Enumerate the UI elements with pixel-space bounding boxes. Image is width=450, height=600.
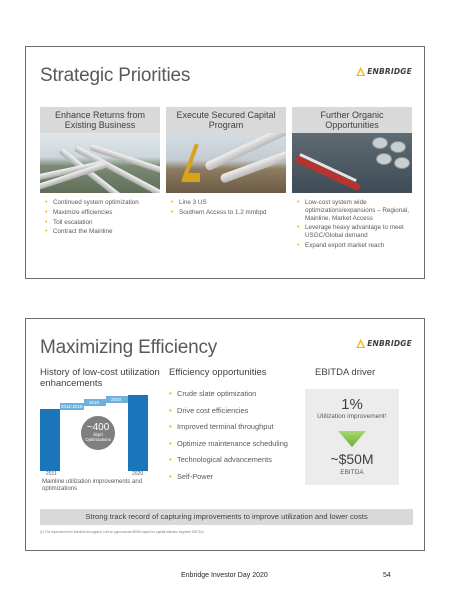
enbridge-logo: ENBRIDGE	[356, 67, 412, 76]
column-header: Further Organic Opportunities	[292, 107, 412, 133]
bullet-item: • Toll escalation	[45, 219, 160, 227]
column-header: Execute Secured Capital Program	[166, 107, 286, 133]
export-terminal-photo	[292, 133, 412, 193]
bullet-item: • Expand export market reach	[297, 242, 412, 250]
x-axis-start: 2011	[46, 471, 57, 477]
slide-title: Strategic Priorities	[40, 65, 191, 86]
bullet-item: • Contract the Mainline	[45, 228, 160, 236]
bullet-item: • Southern Access to 1.2 mmbpd	[171, 209, 286, 217]
slide-title: Maximizing Efficiency	[40, 337, 218, 358]
optimization-bubble: ~400 kbpd Optimizations	[80, 415, 116, 451]
list-item: • Self-Power	[169, 472, 288, 481]
column-bullets	[166, 199, 286, 217]
ebitda-label: EBITDA	[340, 469, 364, 476]
column-bullets	[40, 199, 160, 236]
efficiency-list	[169, 389, 288, 489]
list-item: • Technological advancements	[169, 455, 288, 464]
ebitda-value: ~$50M	[330, 451, 374, 467]
enbridge-logo: ENBRIDGE	[356, 339, 412, 348]
step-label: 2016	[89, 400, 100, 405]
utilization-chart	[40, 393, 150, 471]
construction-photo	[166, 133, 286, 193]
bullet-item: • Leverage heavy advantage to meet USGC/Global demand	[297, 224, 412, 240]
utilization-percent: 1%	[341, 396, 363, 413]
enbridge-flame-icon	[356, 339, 365, 348]
column-enhance-returns	[40, 107, 160, 238]
driver-heading: EBITDA driver	[315, 367, 376, 378]
pipeline-photo	[40, 133, 160, 193]
list-item: • Crude slate optimization	[169, 389, 288, 398]
footer-title: Enbridge Investor Day 2020	[181, 572, 268, 579]
bullet-item: • Line 3 US	[171, 199, 286, 207]
summary-banner: Strong track record of capturing improvements to improve utilization and lower costs	[40, 509, 413, 525]
history-heading: History of low-cost utilization enhancements	[40, 367, 160, 389]
utilization-label: Utilization improvement¹	[317, 413, 387, 420]
list-item: • Optimize maintenance scheduling	[169, 439, 288, 448]
bar-2011	[40, 409, 60, 471]
step-label: 2020	[111, 397, 122, 402]
down-arrow-icon	[338, 431, 366, 447]
list-item: • Improved terminal throughput	[169, 422, 288, 431]
bar-2020	[128, 395, 148, 471]
enbridge-flame-icon	[356, 67, 365, 76]
column-bullets	[292, 199, 412, 250]
bullet-item: • Maximize efficiencies	[45, 209, 160, 217]
page-number: 54	[383, 572, 391, 579]
footnote: (1) The improvement in Mainline throughput, half an approximate $50M impact on capital Mainline segment EBITDA.	[40, 530, 205, 534]
column-execute-capital	[166, 107, 286, 219]
ebitda-driver-box	[305, 389, 399, 485]
column-organic-opportunities	[292, 107, 412, 252]
slide-maximizing-efficiency	[25, 318, 425, 551]
column-header: Enhance Returns from Existing Business	[40, 107, 160, 133]
bullet-item: • Low-cost system wide optimizations/expansions – Regional, Mainline, Market Access	[297, 199, 412, 222]
step-label: 2012-2015	[61, 404, 83, 409]
slide-strategic-priorities	[25, 46, 425, 279]
bullet-item: • Continued system optimization	[45, 199, 160, 207]
chart-caption: Mainline utilization improvements and optimizations	[42, 479, 143, 492]
x-axis-end: 2020	[132, 471, 144, 477]
efficiency-heading: Efficiency opportunities	[169, 367, 267, 378]
list-item: • Drive cost efficiencies	[169, 406, 288, 415]
